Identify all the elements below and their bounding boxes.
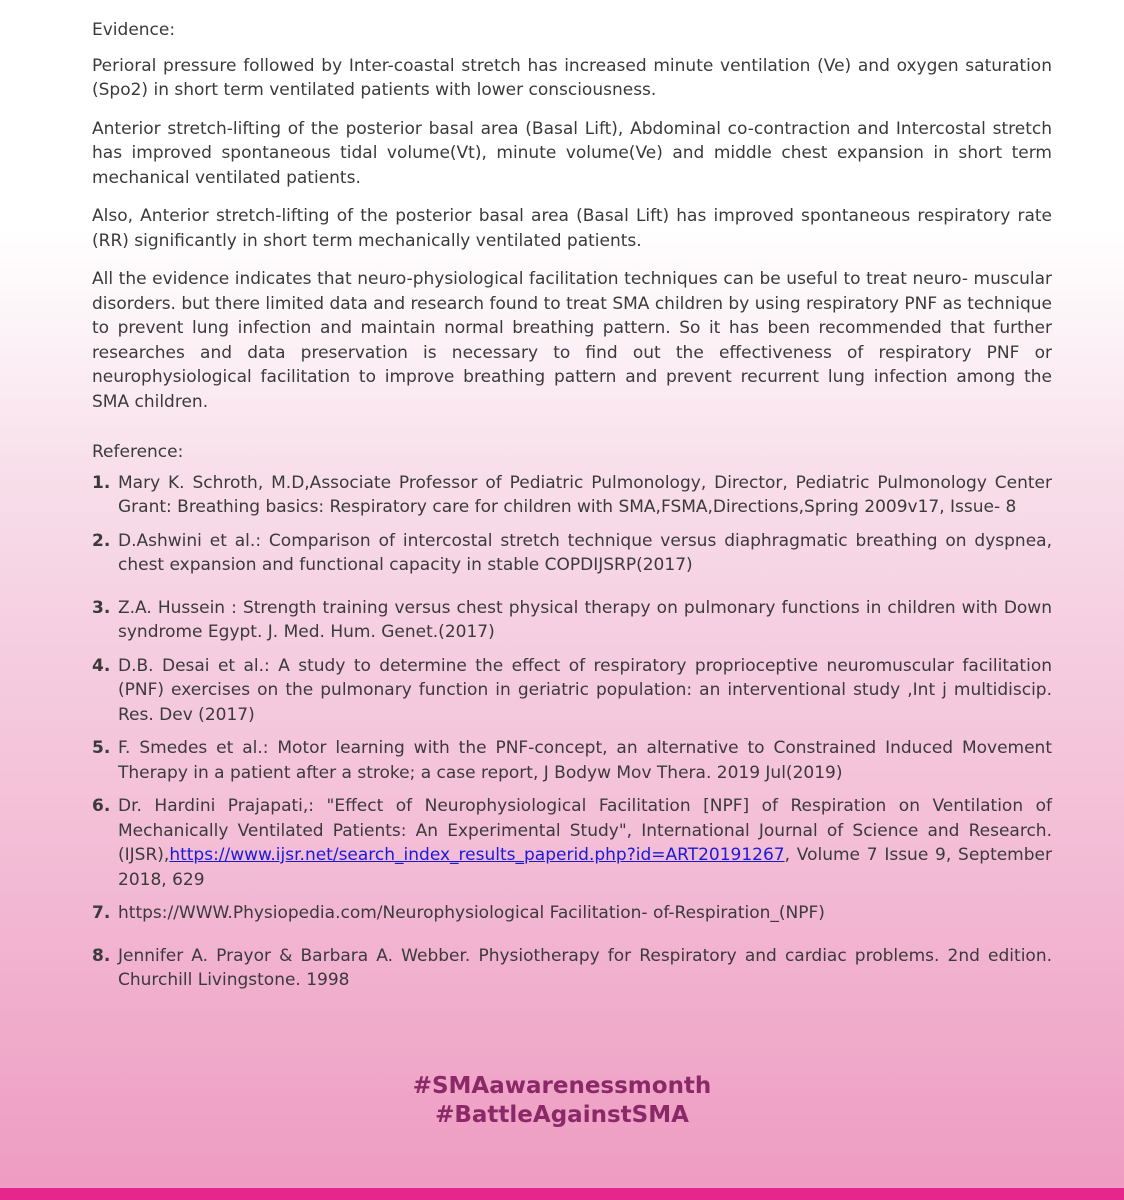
- reference-text-before: Dr. Hardini Prajapati,: "Effect of Neurophysiological Facilitation [NPF] of Respiration on Ventilation of Mechanically Ventilated Patients: An Experimental Study", International Journal of Science and Research. (IJSR),: [118, 796, 1052, 865]
- reference-item-7: [92, 901, 1052, 926]
- evidence-paragraph-3: Also, Anterior stretch-lifting of the posterior basal area (Basal Lift) has improved spontaneous respiratory rate (RR) significantly in short term mechanically ventilated patients.: [92, 206, 1052, 251]
- reference-item-1: [92, 471, 1052, 520]
- reference-number: 3.: [92, 597, 111, 618]
- reference-list: [92, 471, 1052, 993]
- reference-text: F. Smedes et al.: Motor learning with the PNF-concept, an alternative to Constrained Induced Movement Therapy in a patient after a stroke; a case report, J Bodyw Mov Thera. 2019 Jul(2019): [118, 738, 1052, 783]
- reference-heading: Reference:: [92, 442, 184, 462]
- reference-number: 8.: [92, 945, 111, 966]
- hashtag-battle-against-sma: #BattleAgainstSMA: [435, 1102, 689, 1128]
- reference-text: D.B. Desai et al.: A study to determine the effect of respiratory proprioceptive neuromuscular facilitation (PNF) exercises on the pulmonary function in geriatric population: an interventional study ,Int j multidiscip. Res. Dev (2017): [118, 655, 1052, 725]
- reference-item-4: [92, 654, 1052, 728]
- hashtag-block: [0, 1072, 1124, 1130]
- reference-item-3: [92, 596, 1052, 645]
- reference-item-5: [92, 736, 1052, 785]
- reference-number: 4.: [92, 655, 111, 676]
- reference-item-8: [92, 944, 1052, 993]
- hashtag-sma-awareness-month: #SMAawarenessmonth: [412, 1073, 712, 1099]
- bottom-accent-bar: [0, 1188, 1124, 1200]
- reference-item-6: [92, 794, 1052, 892]
- reference-item-2: [92, 529, 1052, 578]
- reference-text: Jennifer A. Prayor & Barbara A. Webber. Physiotherapy for Respiratory and cardiac problems. 2nd edition. Churchill Livingstone. 1998: [118, 945, 1052, 990]
- reference-number: 2.: [92, 530, 111, 551]
- reference-number: 7.: [92, 903, 111, 923]
- reference-text-after: , Volume 7 Issue 9, September 2018, 629: [118, 845, 1052, 890]
- reference-text: https://WWW.Physiopedia.com/Neurophysiological Facilitation- of-Respiration_(NPF): [118, 903, 825, 923]
- reference-number: 5.: [92, 738, 111, 758]
- evidence-paragraph-4: All the evidence indicates that neuro-physiological facilitation techniques can be useful to treat neuro- muscular disorders. but there limited data and research found to treat SMA children by using respiratory PNF as technique to prevent lung infection and maintain normal breathing pattern. So it has been recommended that further researches and data preservation is necessary to find out the effectiveness of respiratory PNF or neurophysiological facilitation to improve breathing pattern and prevent recurrent lung infection among the SMA children.: [92, 269, 1052, 412]
- document-page: [92, 18, 1052, 1002]
- ijsr-link[interactable]: https://www.ijsr.net/search_index_results_paperid.php?id=ART20191267: [169, 845, 785, 865]
- evidence-heading: Evidence:: [92, 20, 176, 40]
- reference-text: Z.A. Hussein : Strength training versus chest physical therapy on pulmonary functions in children with Down syndrome Egypt. J. Med. Hum. Genet.(2017): [118, 597, 1052, 642]
- reference-text: D.Ashwini et al.: Comparison of intercostal stretch technique versus diaphragmatic breathing on dyspnea, chest expansion and functional capacity in stable COPDIJSRP(2017): [118, 530, 1052, 575]
- evidence-paragraph-2: Anterior stretch-lifting of the posterior basal area (Basal Lift), Abdominal co-contraction and Intercostal stretch has improved spontaneous tidal volume(Vt), minute volume(Ve) and middle chest expansion in short term mechanical ventilated patients.: [92, 118, 1052, 188]
- reference-number: 6.: [92, 796, 111, 816]
- evidence-paragraph-1: Perioral pressure followed by Inter-coastal stretch has increased minute ventilation (Ve) and oxygen saturation (Spo2) in short term ventilated patients with lower consciousness.: [92, 55, 1052, 100]
- reference-number: 1.: [92, 472, 111, 493]
- reference-text: Mary K. Schroth, M.D,Associate Professor of Pediatric Pulmonology, Director, Pediatric Pulmonology Center Grant: Breathing basics: Respiratory care for children with SMA,FSMA,Directions,Spring 2009v17, Issue- 8: [118, 472, 1052, 517]
